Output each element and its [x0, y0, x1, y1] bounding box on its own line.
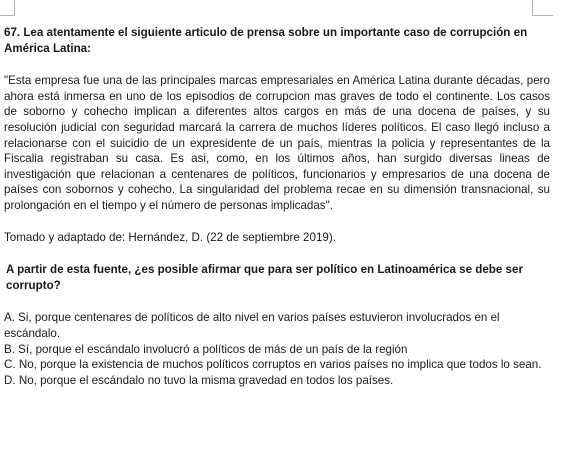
article-source: Tomado y adaptado de: Hernández, D. (22 de septiembre 2019). [4, 230, 336, 244]
press-article-quote: "Esta empresa fue una de las principales marcas empresariales en América Latina durante décadas, pero ahora está inmersa en uno de los episodios de corrupcion mas graves de todo el continente. Los casos de soborno y cohecho implican a diferentes altos cargos en más de una docena de países, y su resolución judicial con seguridad marcará la carrera de muchos líderes políticos. El caso llegó incluso a relacionarse con el suicidio de un expresidente de un país, mientras la policia y representantes de la Fiscalia registraban su casa. Es asi, como, en los últimos años, han surgido diversas lineas de investigación que relacionan a centenares de políticos, funcionarios y empresarios de una docena de países con sobornos y cohecho. La singularidad del problema recae en su dimensión transnacional, su prolongación en el tiempo y el número de personas implicadas". [4, 74, 550, 212]
question-title: 67. Lea atentamente el siguiente articulo de prensa sobre un importante caso de corrupción en América Latina: [4, 26, 528, 55]
question-document [4, 25, 550, 388]
option-b[interactable]: B. Sí, porque el escándalo involucró a políticos de más de un país de la región [4, 342, 408, 356]
option-a[interactable]: A. Si, porque centenares de políticos de alto nivel en varios países estuvieron involucrados en el escándalo. [4, 311, 500, 340]
option-d[interactable]: D. No, porque el escándalo no tuvo la misma gravedad en todos los países. [4, 373, 394, 387]
page-corner-right [532, 0, 553, 16]
answer-options [4, 310, 550, 388]
page-corner-left [0, 0, 15, 16]
question-prompt: A partir de esta fuente, ¿es posible afirmar que para ser político en Latinoamérica se debe ser corrupto? [6, 263, 523, 292]
option-c[interactable]: C. No, porque la existencia de muchos políticos corruptos en varios países no implica que todos lo sean. [4, 358, 542, 372]
